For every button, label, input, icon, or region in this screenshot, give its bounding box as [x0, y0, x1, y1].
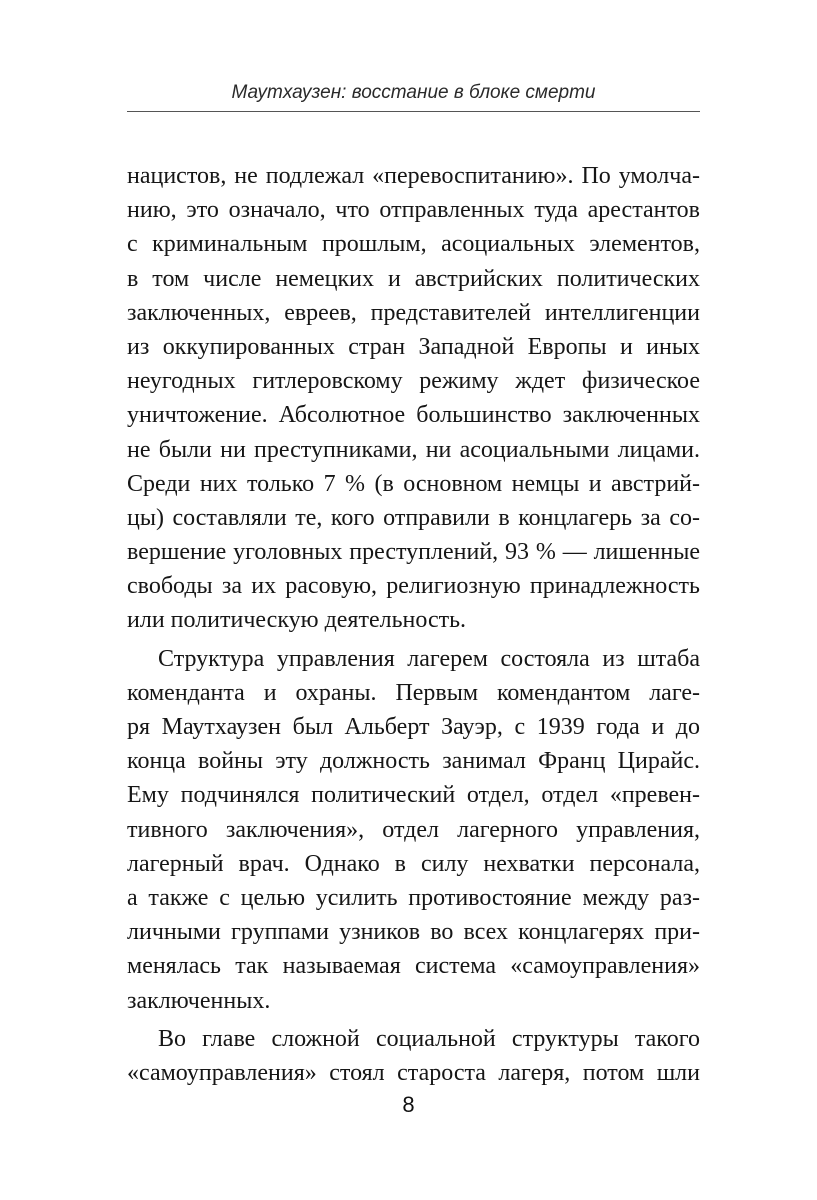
paragraph [127, 159, 700, 638]
text-line: личными группами узников во всех концлагерях при- [127, 919, 700, 946]
text-line: неугодных гитлеровскому режиму ждет физическое [127, 368, 700, 395]
text-line: или политическую деятельность. [127, 607, 467, 634]
text-line: Ему подчинялся политический отдел, отдел «превен- [127, 782, 700, 809]
text-line: коменданта и охраны. Первым комендантом лаге- [127, 679, 700, 706]
text-line: конца войны эту должность занимал Франц Цирайс. [127, 748, 700, 775]
text-line: заключенных, евреев, представителей интеллигенции [127, 299, 700, 326]
text-line: Структура управления лагерем состояла из штаба [158, 645, 700, 672]
text-line: ря Маутхаузен был Альберт Зауэр, с 1939 года и до [127, 714, 700, 740]
paragraph [127, 642, 700, 1018]
text-line: с криминальным прошлым, асоциальных элементов, [127, 231, 700, 258]
paragraph [127, 1022, 700, 1090]
text-line: нию, это означало, что отправленных туда арестантов [127, 197, 700, 224]
text-line: менялась так называемая система «самоуправления» [127, 953, 700, 980]
text-line: вершение уголовных преступлений, 93 % — лишенные [127, 539, 700, 566]
text-line: уничтожение. Абсолютное большинство заключенных [127, 402, 700, 429]
text-line: из оккупированных стран Западной Европы и иных [127, 333, 700, 360]
text-line: а также с целью усилить противостояние между раз- [127, 884, 700, 911]
text-line: не были ни преступниками, ни асоциальными лицами. [127, 436, 700, 463]
text-line: цы) составляли те, кого отправили в концлагерь за со- [127, 504, 700, 531]
text-line: нацистов, не подлежал «перевоспитанию». По умолча- [127, 163, 700, 189]
text-line: в том числе немецких и австрийских политических [127, 265, 700, 292]
page-number: 8 [402, 1092, 415, 1117]
text-line: тивного заключения», отдел лагерного управления, [127, 816, 700, 843]
running-head: Маутхаузен: восстание в блоке смерти [231, 82, 596, 103]
body-text [127, 159, 700, 1090]
text-line: Среди них только 7 % (в основном немцы и австрий- [127, 470, 700, 497]
text-line: «самоуправления» стоял староста лагеря, потом шли [127, 1059, 700, 1086]
text-line: заключенных. [127, 987, 271, 1014]
text-line: лагерный врач. Однако в силу нехватки персонала, [127, 850, 700, 877]
text-line: свободы за их расовую, религиозную принадлежность [127, 573, 700, 600]
text-line: Во главе сложной социальной структуры такого [158, 1025, 700, 1052]
header-rule [127, 111, 700, 112]
